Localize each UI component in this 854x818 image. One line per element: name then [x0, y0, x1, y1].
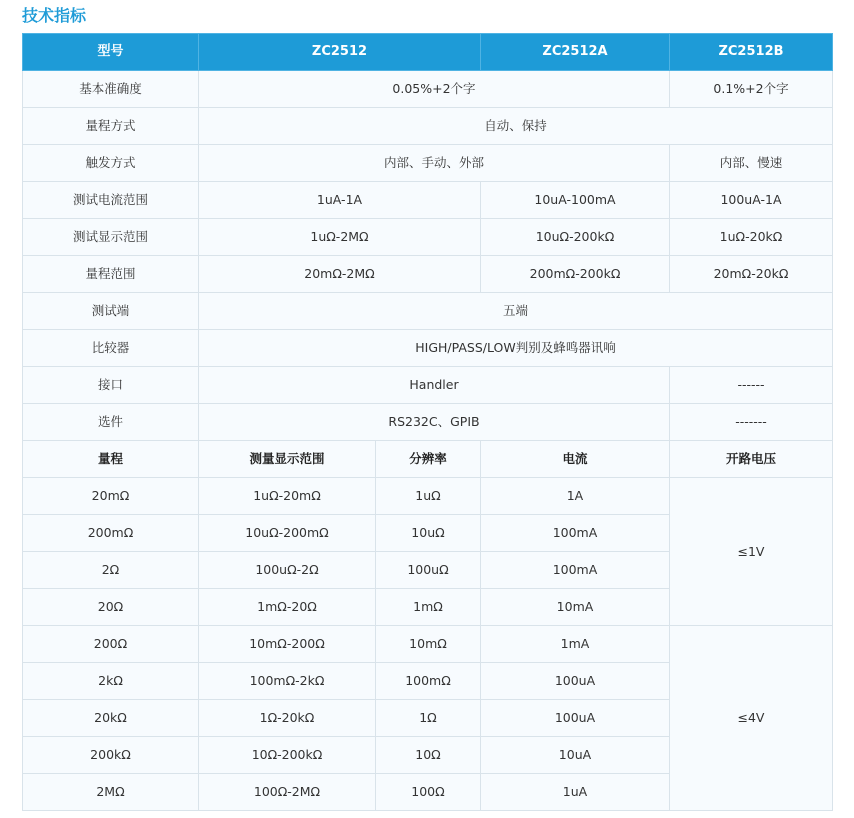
- resolution-cell: 100uΩ: [376, 552, 481, 589]
- range-cell: 200Ω: [23, 626, 199, 663]
- spec-value: 10uA-100mA: [481, 182, 670, 219]
- current-cell: 1mA: [481, 626, 670, 663]
- spec-value: HIGH/PASS/LOW判别及蜂鸣器讯响: [199, 330, 833, 367]
- resolution-cell: 100Ω: [376, 774, 481, 811]
- spec-label: 测试显示范围: [23, 219, 199, 256]
- spec-value: 100uA-1A: [670, 182, 833, 219]
- spec-value: ------: [670, 367, 833, 404]
- spec-row-accuracy: [23, 71, 833, 108]
- display-range-header: 测量显示范围: [199, 441, 376, 478]
- range-cell: 2Ω: [23, 552, 199, 589]
- display-range-cell: 1mΩ-20Ω: [199, 589, 376, 626]
- resolution-header: 分辨率: [376, 441, 481, 478]
- spec-value: Handler: [199, 367, 670, 404]
- display-range-cell: 10Ω-200kΩ: [199, 737, 376, 774]
- spec-value: 200mΩ-200kΩ: [481, 256, 670, 293]
- current-header: 电流: [481, 441, 670, 478]
- range-header: 量程: [23, 441, 199, 478]
- model-header-row: [23, 34, 833, 71]
- spec-table: [22, 33, 833, 811]
- range-cell: 200kΩ: [23, 737, 199, 774]
- spec-label: 测试端: [23, 293, 199, 330]
- model-label: 型号: [23, 34, 199, 71]
- spec-label: 基本准确度: [23, 71, 199, 108]
- range-cell: 20mΩ: [23, 478, 199, 515]
- current-cell: 10uA: [481, 737, 670, 774]
- spec-value: 1uΩ-20kΩ: [670, 219, 833, 256]
- spec-row-interface: [23, 367, 833, 404]
- resolution-cell: 10mΩ: [376, 626, 481, 663]
- open-voltage-low-cell: ≤1V: [670, 478, 833, 626]
- spec-value: RS232C、GPIB: [199, 404, 670, 441]
- model-zc2512: ZC2512: [199, 34, 481, 71]
- current-cell: 1uA: [481, 774, 670, 811]
- spec-value: 内部、手动、外部: [199, 145, 670, 182]
- range-cell: 2kΩ: [23, 663, 199, 700]
- range-row: [23, 626, 833, 663]
- display-range-cell: 10uΩ-200mΩ: [199, 515, 376, 552]
- range-cell: 2MΩ: [23, 774, 199, 811]
- spec-row-comparator: [23, 330, 833, 367]
- spec-value: 1uA-1A: [199, 182, 481, 219]
- range-cell: 200mΩ: [23, 515, 199, 552]
- range-cell: 20Ω: [23, 589, 199, 626]
- spec-value: 五端: [199, 293, 833, 330]
- open-voltage-high-cell: ≤4V: [670, 626, 833, 811]
- spec-value: 内部、慢速: [670, 145, 833, 182]
- resolution-cell: 10Ω: [376, 737, 481, 774]
- spec-row-current-range: [23, 182, 833, 219]
- spec-label: 选件: [23, 404, 199, 441]
- spec-value: 20mΩ-2MΩ: [199, 256, 481, 293]
- current-cell: 100mA: [481, 552, 670, 589]
- model-zc2512a: ZC2512A: [481, 34, 670, 71]
- spec-row-range: [23, 256, 833, 293]
- open-voltage-header: 开路电压: [670, 441, 833, 478]
- current-cell: 100uA: [481, 663, 670, 700]
- current-cell: 100mA: [481, 515, 670, 552]
- display-range-cell: 1uΩ-20mΩ: [199, 478, 376, 515]
- spec-row-display-range: [23, 219, 833, 256]
- spec-label: 量程范围: [23, 256, 199, 293]
- current-cell: 100uA: [481, 700, 670, 737]
- spec-value: 自动、保持: [199, 108, 833, 145]
- spec-label: 测试电流范围: [23, 182, 199, 219]
- spec-row-trigger: [23, 145, 833, 182]
- spec-label: 量程方式: [23, 108, 199, 145]
- resolution-cell: 10uΩ: [376, 515, 481, 552]
- spec-row-options: [23, 404, 833, 441]
- spec-label: 接口: [23, 367, 199, 404]
- resolution-cell: 1mΩ: [376, 589, 481, 626]
- resolution-cell: 100mΩ: [376, 663, 481, 700]
- model-zc2512b: ZC2512B: [670, 34, 833, 71]
- display-range-cell: 1Ω-20kΩ: [199, 700, 376, 737]
- range-cell: 20kΩ: [23, 700, 199, 737]
- spec-value: 1uΩ-2MΩ: [199, 219, 481, 256]
- current-cell: 1A: [481, 478, 670, 515]
- spec-value: 0.05%+2个字: [199, 71, 670, 108]
- display-range-cell: 100mΩ-2kΩ: [199, 663, 376, 700]
- resolution-cell: 1uΩ: [376, 478, 481, 515]
- spec-value: -------: [670, 404, 833, 441]
- spec-value: 20mΩ-20kΩ: [670, 256, 833, 293]
- spec-row-terminal: [23, 293, 833, 330]
- display-range-cell: 100Ω-2MΩ: [199, 774, 376, 811]
- range-table-header-row: [23, 441, 833, 478]
- resolution-cell: 1Ω: [376, 700, 481, 737]
- spec-row-range-mode: [23, 108, 833, 145]
- spec-value: 10uΩ-200kΩ: [481, 219, 670, 256]
- spec-label: 触发方式: [23, 145, 199, 182]
- spec-label: 比较器: [23, 330, 199, 367]
- current-cell: 10mA: [481, 589, 670, 626]
- range-row: [23, 478, 833, 515]
- display-range-cell: 10mΩ-200Ω: [199, 626, 376, 663]
- spec-value: 0.1%+2个字: [670, 71, 833, 108]
- section-title: 技术指标: [22, 6, 87, 25]
- display-range-cell: 100uΩ-2Ω: [199, 552, 376, 589]
